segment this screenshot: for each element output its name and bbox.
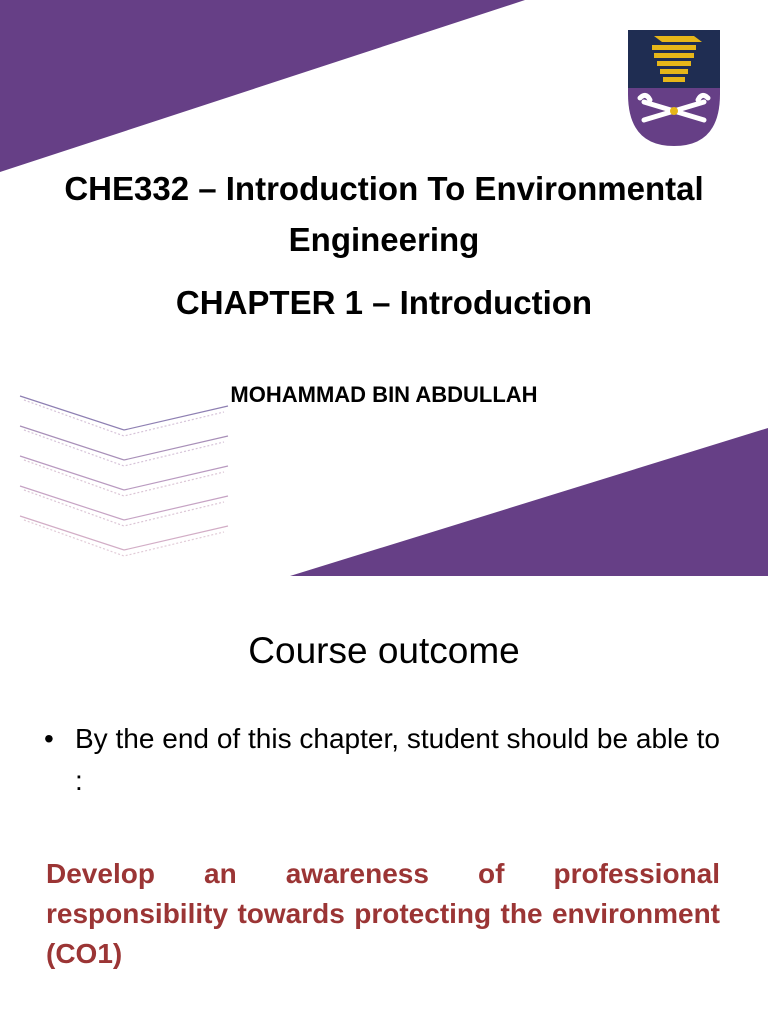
bullet-dot-icon: • (44, 723, 54, 754)
course-title-line-2: Engineering (288, 221, 480, 258)
top-left-purple-band (0, 0, 525, 172)
chevron-stack-icon (16, 388, 236, 576)
chapter-title: CHAPTER 1 – Introduction (175, 284, 593, 321)
university-crest-logo (626, 28, 722, 148)
bullet-list-item (44, 718, 720, 802)
bullet-text: By the end of this chapter, student should be able to : (75, 723, 720, 796)
course-title-line-1: CHE332 – Introduction To Environmental (64, 170, 704, 207)
slide-heading: Course outcome (248, 630, 520, 671)
bottom-right-purple-band (290, 428, 768, 576)
course-outcome-statement: Develop an awareness of professional responsibility towards protecting the environment (CO1) (46, 858, 720, 969)
course-outcome-slide (0, 576, 768, 1024)
author-name: MOHAMMAD BIN ABDULLAH (230, 382, 538, 407)
